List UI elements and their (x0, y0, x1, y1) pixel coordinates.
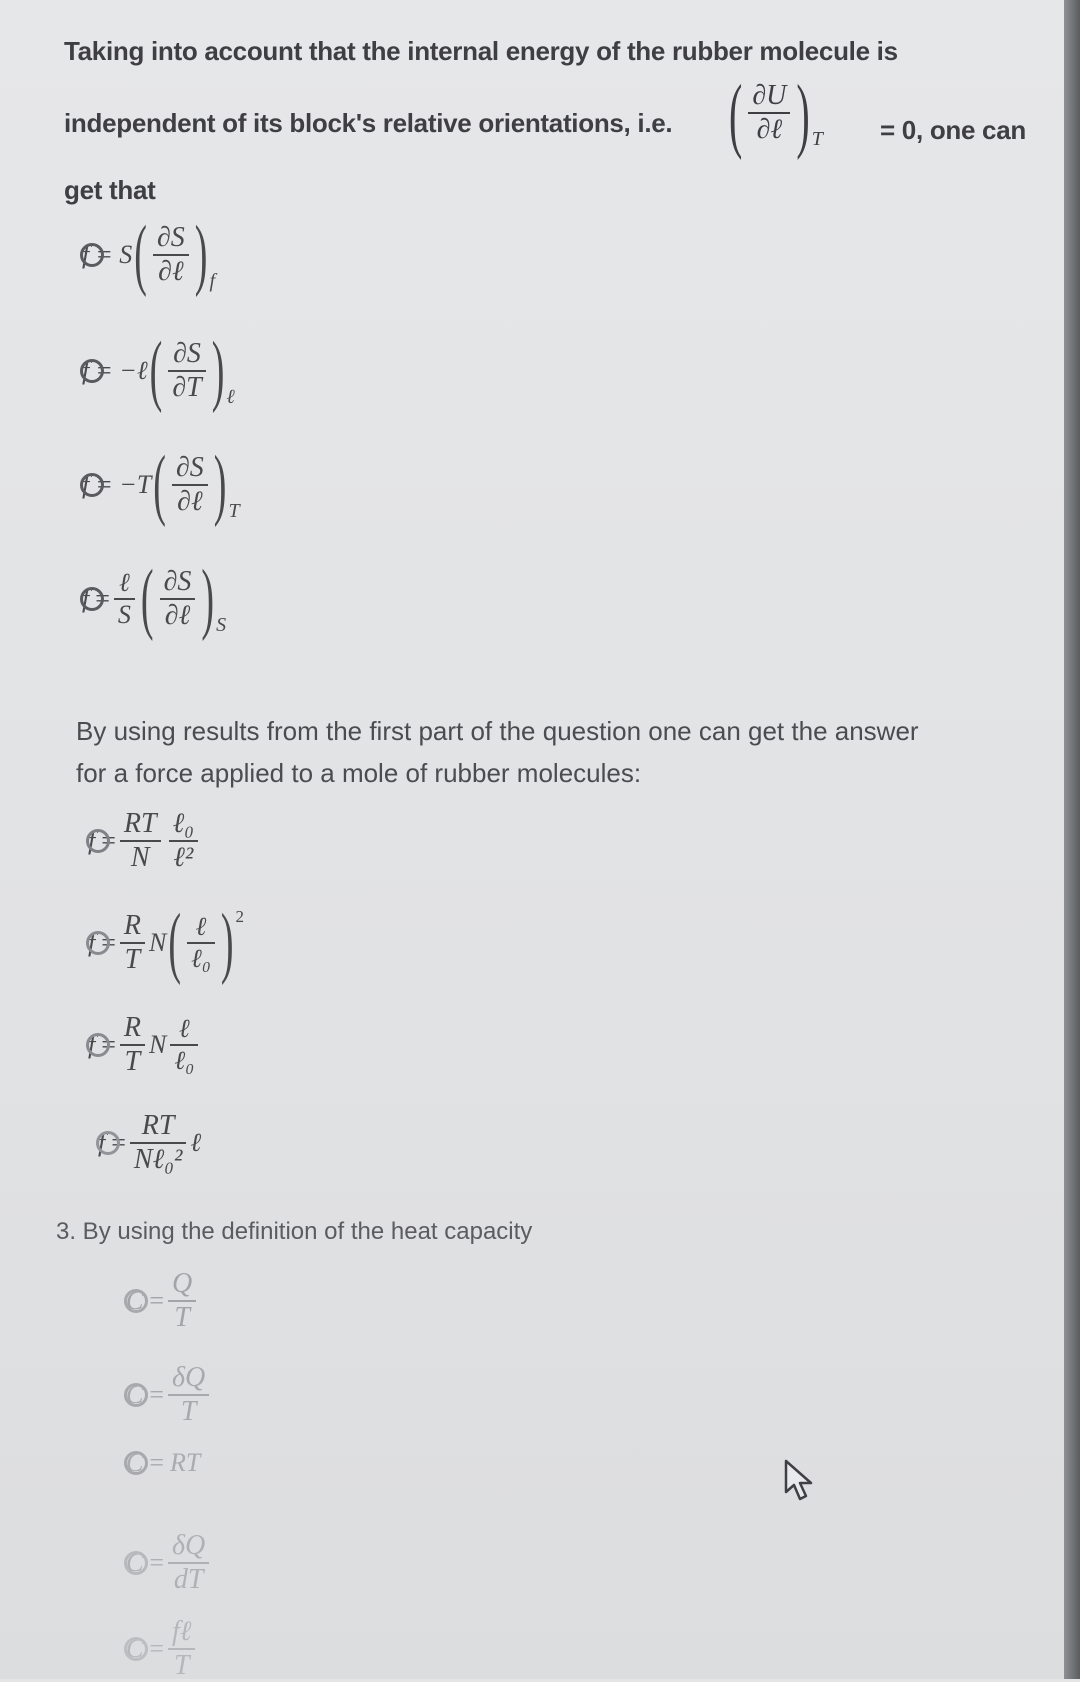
radio-button[interactable] (86, 1033, 110, 1057)
part1-option-2[interactable]: f = −ℓ ( $\frac{\partial S}{\partial T}$ ) ℓ (82, 327, 235, 416)
intro-eq-numerator: ∂U (752, 80, 787, 111)
part3-option-4[interactable]: C = $\frac{\delta Q}{dT}$ (124, 1530, 213, 1596)
intro-eq-denominator: ∂ℓ (756, 114, 783, 146)
radio-button[interactable] (86, 829, 110, 853)
screen-edge (1064, 0, 1080, 1679)
radio-button[interactable] (124, 1637, 148, 1661)
radio-button[interactable] (124, 1383, 148, 1407)
part2-intro-line2: for a force applied to a mole of rubber molecules: (76, 758, 642, 788)
mouse-cursor-icon (782, 1458, 822, 1504)
question-intro-line2: independent of its block's relative orientations, i.e. (64, 108, 673, 138)
intro-equation: ( $\frac{\partial U}{\text{∂ℓ}}$ ) T (729, 65, 823, 161)
radio-button[interactable] (124, 1451, 148, 1475)
part3-option-3[interactable]: C = RT (126, 1448, 201, 1477)
part2-option-2[interactable]: f = $\frac{R}{T}$ N ( $\frac{\text{ℓ}}{\text{ℓ₀}}$ ) 2 (88, 899, 245, 988)
part1-option-3[interactable]: f = −T ( $\frac{\partial S}{\text{∂ℓ}}$ ) T (82, 441, 240, 530)
question-intro-line3: get that (64, 175, 156, 205)
radio-button[interactable] (80, 473, 104, 497)
radio-button[interactable] (80, 587, 104, 611)
radio-button[interactable] (80, 243, 104, 267)
radio-button[interactable] (124, 1551, 148, 1575)
part3-option-5[interactable]: C = $\frac{\text{fℓ}}{T}$ (124, 1616, 199, 1682)
part3-intro: 3. By using the definition of the heat capacity (56, 1218, 533, 1245)
radio-button[interactable] (124, 1289, 148, 1313)
radio-button[interactable] (96, 1131, 120, 1155)
part1-option-1[interactable]: f = S ( $\frac{\partial S}{\text{∂ℓ}}$ ) f (82, 211, 215, 300)
part3-option-1[interactable]: C = $\frac{Q}{T}$ (124, 1268, 200, 1334)
part2-intro-line1: By using results from the first part of the question one can get the answer (76, 716, 919, 746)
part1-option-4[interactable]: f = $\frac{\text{ℓ}}{S}$ ( $\frac{\partial S}{\text{∂ℓ}}$ ) S (82, 555, 227, 644)
part3-option-2[interactable]: C = $\frac{\delta Q}{T}$ (124, 1362, 213, 1428)
part2-option-4[interactable]: f = $\frac{RT}{\text{Nℓ₀²}}$ ℓ (98, 1110, 202, 1176)
question-intro-line1: Taking into account that the internal energy of the rubber molecule is (64, 36, 898, 66)
radio-button[interactable] (80, 359, 104, 383)
intro-eq-subscript: T (811, 127, 823, 150)
radio-button[interactable] (86, 931, 110, 955)
part2-option-3[interactable]: f = $\frac{R}{T}$ N $\frac{\text{ℓ}}{\text{ℓ₀}}$ (86, 1012, 202, 1078)
question-intro-suffix: = 0, one can (880, 115, 1026, 145)
part2-option-1[interactable]: f = $\frac{RT}{N}$ $\frac{\text{ℓ₀}}{\text{ℓ²}}$ (86, 808, 202, 874)
